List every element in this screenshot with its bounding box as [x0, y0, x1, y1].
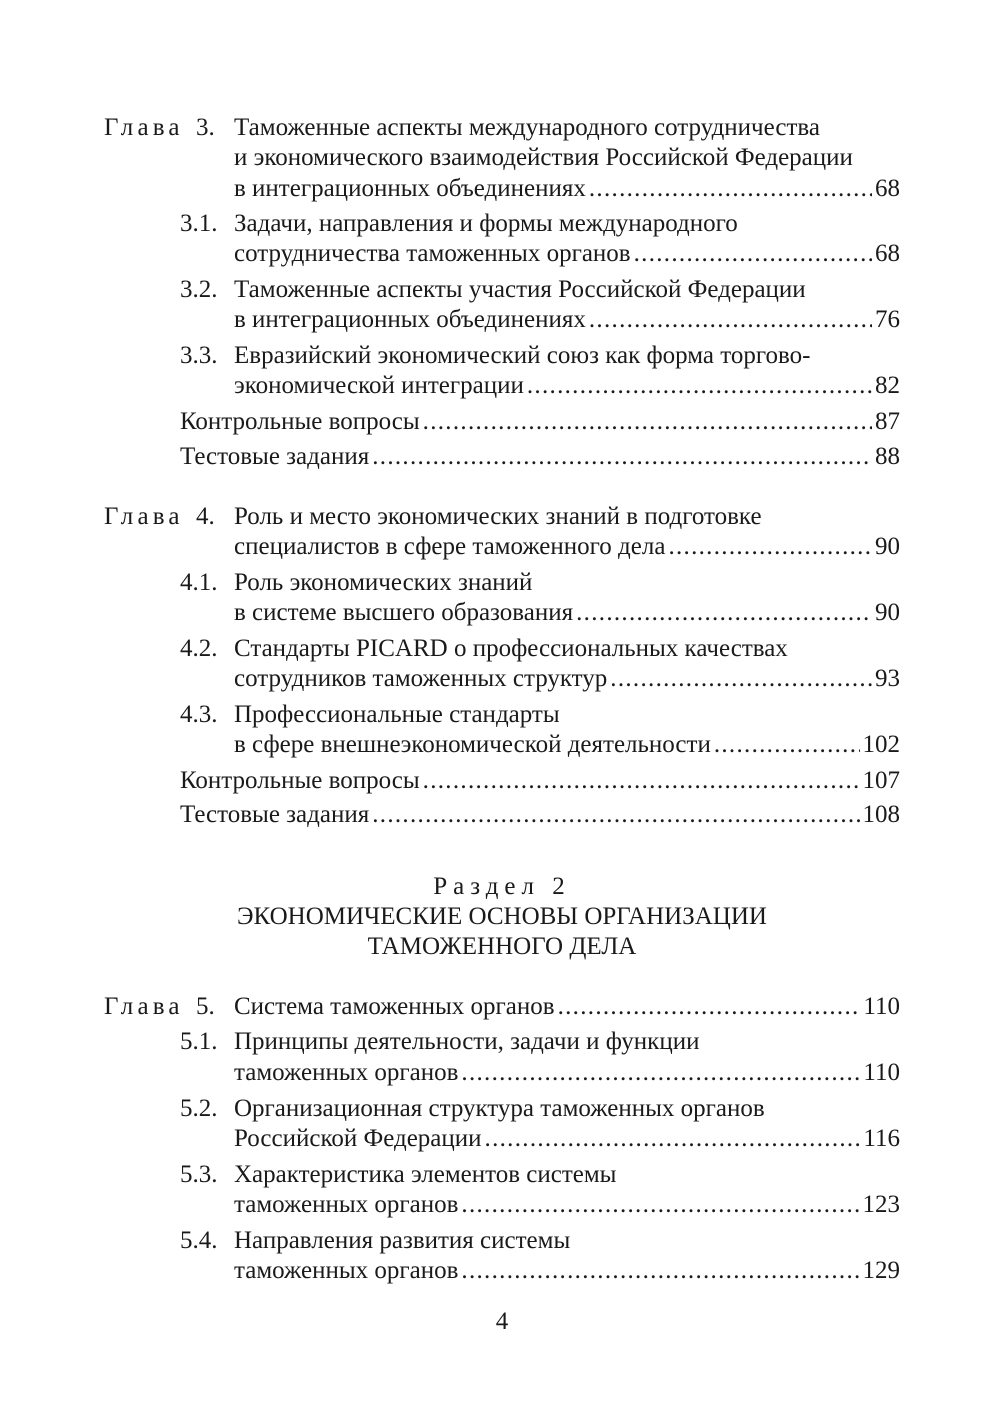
page-ref: 88: [875, 443, 900, 470]
chapter-label: Глава: [104, 503, 184, 530]
section-title-line-1: ЭКОНОМИЧЕСКИЕ ОСНОВЫ ОРГАНИЗАЦИИ: [237, 903, 767, 930]
dot-leader: [610, 662, 872, 696]
test-tasks-4[interactable]: Тестовые задания ..... 108: [180, 798, 900, 832]
dot-leader: [485, 1122, 861, 1156]
subsection-4-2-entry[interactable]: сотрудников таможенных структур ..... 93: [234, 662, 900, 696]
subsection-5-4-entry[interactable]: таможенных органов ..... 129: [234, 1254, 900, 1288]
page-ref: 87: [875, 408, 900, 435]
subsection-5-4: 5.4. Направления развития системы: [0, 1224, 1004, 1258]
page-ref: 123: [862, 1191, 900, 1218]
chapter-label: Глава: [104, 993, 184, 1020]
chapter-number: 3.: [196, 114, 215, 141]
subsection-5-2-entry[interactable]: Российской Федерации ..... 116: [234, 1122, 900, 1156]
subsection-4-2: 4.2. Стандарты PICARD о профессиональных качествах: [0, 632, 1004, 666]
chapter-5-entry[interactable]: Система таможенных органов ..... 110: [234, 990, 900, 1024]
dot-leader: [576, 596, 872, 630]
subsection-number: 5.3.: [180, 1161, 218, 1188]
chapter-number: 4.: [196, 503, 215, 530]
subsection-4-3: 4.3. Профессиональные стандарты: [0, 698, 1004, 732]
page-ref: 116: [863, 1125, 900, 1152]
test-tasks-3[interactable]: Тестовые задания ..... 88: [180, 440, 900, 474]
page-number: 4: [495, 1308, 509, 1335]
section-label: Раздел 2: [433, 873, 571, 900]
dot-leader: [423, 764, 860, 798]
subsection-number: 3.2.: [180, 276, 218, 303]
subsection-4-1: 4.1. Роль экономических знаний: [0, 566, 1004, 600]
chapter-number: 5.: [196, 993, 215, 1020]
dot-leader: [634, 237, 872, 271]
dot-leader: [461, 1056, 860, 1090]
dot-leader: [558, 990, 861, 1024]
dot-leader: [461, 1188, 859, 1222]
dot-leader: [589, 172, 872, 206]
subsection-number: 4.2.: [180, 635, 218, 662]
subsection-5-1: 5.1. Принципы деятельности, задачи и функции: [0, 1025, 1004, 1059]
subsection-number: 5.1.: [180, 1028, 218, 1055]
subsection-number: 5.4.: [180, 1227, 218, 1254]
subsection-3-2-entry[interactable]: в интеграционных объединениях ..... 76: [234, 303, 900, 337]
page-ref: 93: [875, 665, 900, 692]
subsection-4-3-entry[interactable]: в сфере внешнеэкономической деятельности ..... 102: [234, 728, 900, 762]
chapter-3-entry[interactable]: в интеграционных объединениях ..... 68: [234, 172, 900, 206]
subsection-5-3: 5.3. Характеристика элементов системы: [0, 1158, 1004, 1192]
chapter-label: Глава: [104, 114, 184, 141]
dot-leader: [668, 530, 872, 564]
subsection-number: 4.1.: [180, 569, 218, 596]
subsection-5-1-entry[interactable]: таможенных органов ..... 110: [234, 1056, 900, 1090]
chapter-title-line: Таможенные аспекты международного сотрудничества: [234, 114, 820, 141]
page-ref: 68: [875, 240, 900, 267]
dot-leader: [372, 440, 872, 474]
subsection-5-3-entry[interactable]: таможенных органов ..... 123: [234, 1188, 900, 1222]
page-ref: 110: [863, 1059, 900, 1086]
subsection-4-1-entry[interactable]: в системе высшего образования ..... 90: [234, 596, 900, 630]
page-ref: 68: [875, 175, 900, 202]
page-ref: 76: [875, 306, 900, 333]
subsection-number: 4.3.: [180, 701, 218, 728]
section-title-line-2: ТАМОЖЕННОГО ДЕЛА: [367, 933, 637, 960]
page-ref: 82: [875, 372, 900, 399]
page-ref: 129: [862, 1257, 900, 1284]
chapter-4-heading: Глава 4. Роль и место экономических знаний в подготовке: [0, 500, 1004, 534]
dot-leader: [461, 1254, 859, 1288]
subsection-5-2: 5.2. Организационная структура таможенных органов: [0, 1092, 1004, 1126]
subsection-3-1: 3.1. Задачи, направления и формы международного: [0, 207, 1004, 241]
page-ref: 90: [875, 533, 900, 560]
dot-leader: [527, 369, 872, 403]
control-questions-3[interactable]: Контрольные вопросы ..... 87: [180, 405, 900, 439]
subsection-number: 3.3.: [180, 342, 218, 369]
control-questions-4[interactable]: Контрольные вопросы ..... 107: [180, 764, 900, 798]
page-ref: 102: [862, 731, 900, 758]
page-ref: 108: [862, 801, 900, 828]
subsection-number: 5.2.: [180, 1095, 218, 1122]
page-ref: 107: [862, 767, 900, 794]
dot-leader: [423, 405, 872, 439]
dot-leader: [589, 303, 872, 337]
page-ref: 110: [863, 993, 900, 1020]
subsection-3-3-entry[interactable]: экономической интеграции ..... 82: [234, 369, 900, 403]
subsection-3-3: 3.3. Евразийский экономический союз как форма торгово-: [0, 339, 1004, 373]
chapter-3-title-line-2: и экономического взаимодействия Российской Федерации: [234, 144, 853, 171]
dot-leader: [372, 798, 859, 832]
chapter-3-heading: [0, 111, 1004, 145]
subsection-3-1-entry[interactable]: сотрудничества таможенных органов ..... 68: [234, 237, 900, 271]
chapter-4-entry[interactable]: специалистов в сфере таможенного дела ..... 90: [234, 530, 900, 564]
subsection-3-2: 3.2. Таможенные аспекты участия Российской Федерации: [0, 273, 1004, 307]
dot-leader: [714, 728, 860, 762]
page-ref: 90: [875, 599, 900, 626]
subsection-number: 3.1.: [180, 210, 218, 237]
